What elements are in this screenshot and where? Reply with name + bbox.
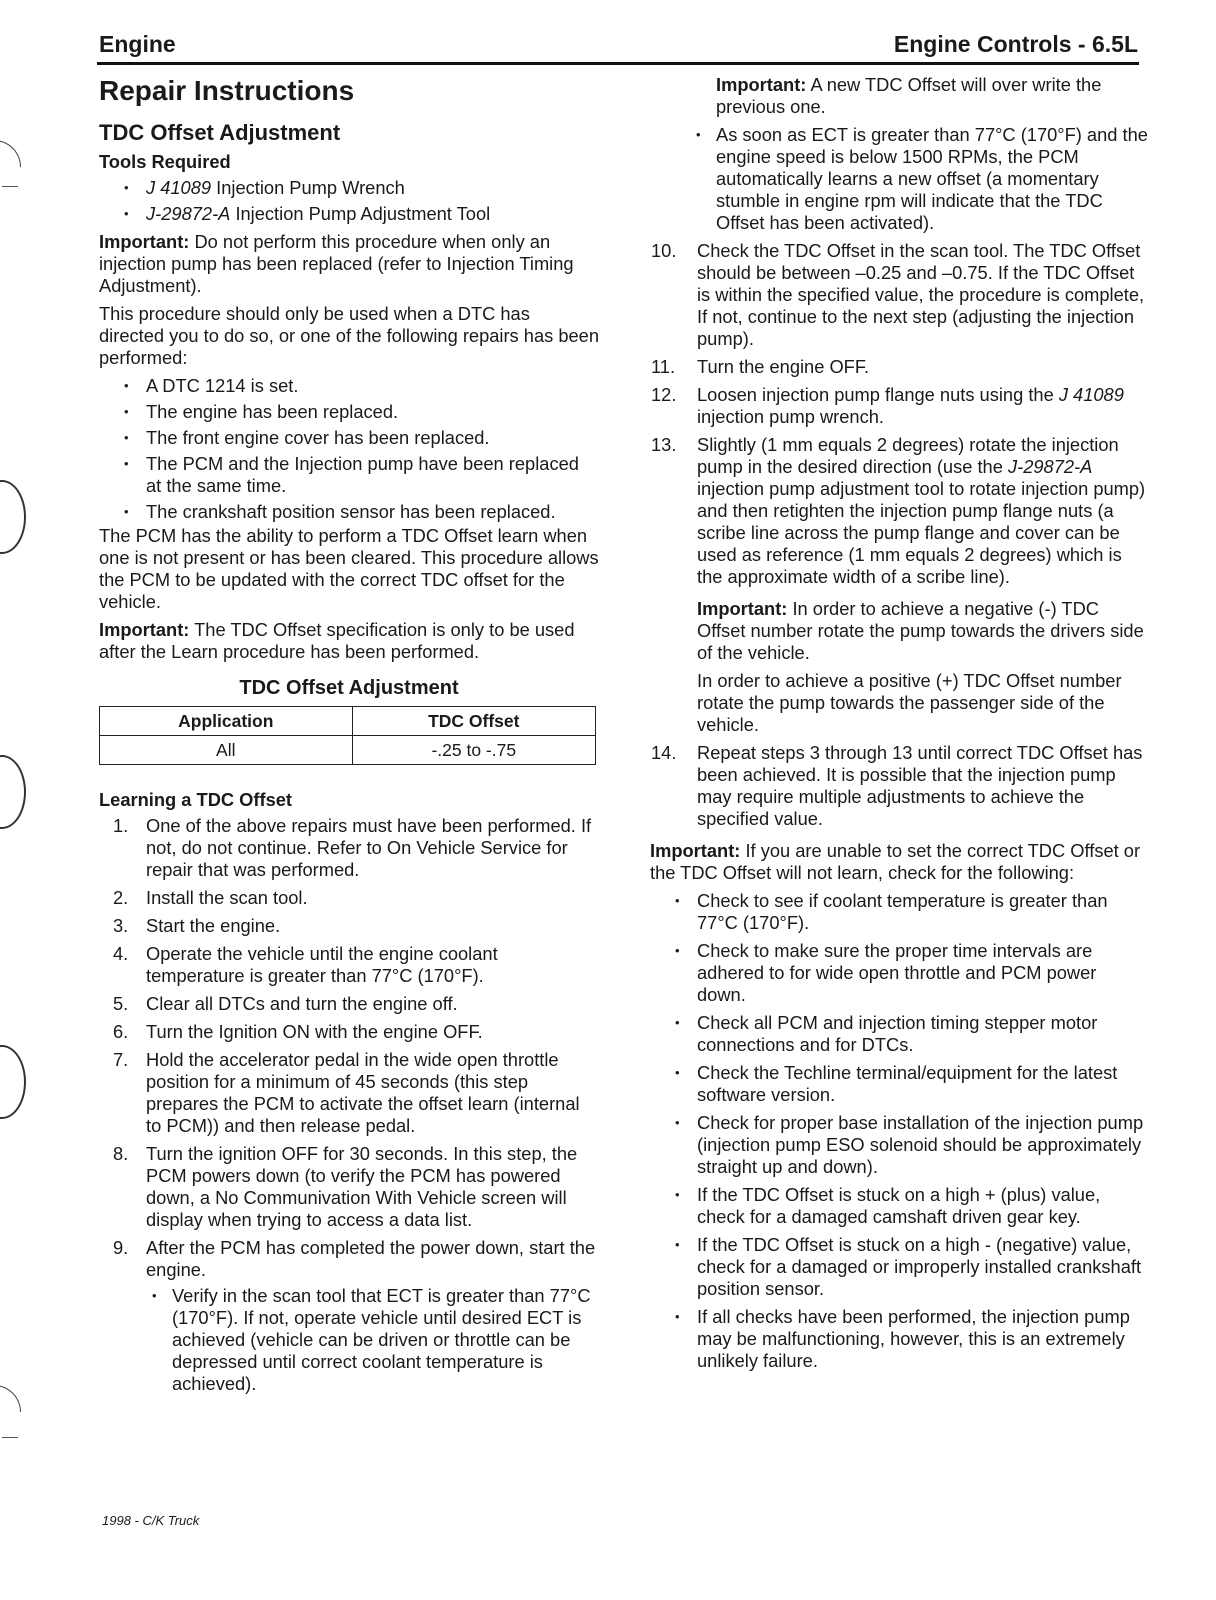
header-chapter: Engine Controls - 6.5L bbox=[893, 31, 1138, 57]
punch-hole bbox=[0, 480, 26, 554]
important-text: In order to achieve a negative (-) TDC Offset number rotate the pump towards the drivers side of the vehicle. bbox=[697, 598, 1144, 663]
repair-item: • The front engine cover has been replaced. bbox=[146, 427, 599, 449]
sub-bullet: • As soon as ECT is greater than 77°C (170°F) and the engine speed is below 1500 RPMs, the PCM automatically learns a new offset (a momentary stumble in engine rpm will indicate that the TDC Offset has been activated). bbox=[716, 124, 1150, 234]
important-note bbox=[650, 840, 1150, 884]
check-item: • Check the Techline terminal/equipment for the latest software version. bbox=[697, 1062, 1150, 1106]
step-text: One of the above repairs must have been performed. If not, do not continue. Refer to On Vehicle Service for repair that was performed. bbox=[146, 815, 592, 880]
ect-list bbox=[650, 124, 1150, 234]
step-text: Hold the accelerator pedal in the wide open throttle position for a minimum of 45 seconds (this step prepares the PCM to activate the offset learn (internal to PCM)) and then release pedal. bbox=[146, 1049, 580, 1136]
repair-item: • The engine has been replaced. bbox=[146, 401, 599, 423]
step-item bbox=[113, 1237, 599, 1395]
check-item: • Check for proper base installation of the injection pump (injection pump ESO solenoid should be approximately straight up and down). bbox=[697, 1112, 1150, 1178]
checks-list bbox=[650, 890, 1150, 1372]
step-number: 7. bbox=[113, 1049, 129, 1070]
table-cell: All bbox=[100, 736, 353, 765]
step-item bbox=[113, 1049, 599, 1137]
repair-item: • A DTC 1214 is set. bbox=[146, 375, 599, 397]
page-title: Repair Instructions bbox=[99, 75, 355, 106]
step-text: Loosen injection pump flange nuts using the bbox=[697, 384, 1059, 405]
edge-mark bbox=[2, 1437, 18, 1438]
tools-list bbox=[99, 177, 599, 225]
table-row bbox=[100, 736, 596, 765]
step-text: injection pump wrench. bbox=[697, 406, 884, 427]
check-item: • Check to see if coolant temperature is greater than 77°C (170°F). bbox=[697, 890, 1150, 934]
step-number: 11. bbox=[651, 356, 676, 377]
step-item bbox=[651, 240, 1150, 350]
step-text: Operate the vehicle until the engine coolant temperature is greater than 77°C (170°F). bbox=[146, 943, 498, 986]
step-item bbox=[651, 434, 1150, 736]
step-item bbox=[113, 1021, 599, 1043]
step-item bbox=[113, 993, 599, 1015]
learning-heading: Learning a TDC Offset bbox=[99, 789, 292, 810]
steps-list-continued bbox=[650, 240, 1150, 830]
step-text: Turn the engine OFF. bbox=[697, 356, 870, 377]
important-text: A new TDC Offset will over write the previous one. bbox=[716, 74, 1102, 117]
step-text: injection pump adjustment tool to rotate injection pump) and then retighten the injection pump flange nuts (a scribe line across the pump flange and cover can be used as reference (1 mm equals 2 degrees) which is the approximate width of a scribe line). bbox=[697, 478, 1146, 587]
important-note bbox=[99, 231, 599, 297]
tool-code: J-29872-A bbox=[1007, 456, 1093, 477]
sub-bullet: • Verify in the scan tool that ECT is greater than 77°C (170°F). If not, operate vehicle until desired ECT is achieved (vehicle can be driven or throttle can be depressed until correct coolant temperature is achieved). bbox=[172, 1285, 599, 1395]
table-header-row bbox=[100, 707, 596, 736]
positive-note: In order to achieve a positive (+) TDC Offset number rotate the pump towards the passenger side of the vehicle. bbox=[697, 670, 1122, 735]
table-cell: -.25 to -.75 bbox=[352, 736, 595, 765]
step-number: 10. bbox=[651, 240, 677, 261]
header-rule bbox=[97, 62, 1139, 65]
step-number: 1. bbox=[113, 815, 129, 836]
important-text: Do not perform this procedure when only an injection pump has been replaced (refer to Injection Timing Adjustment). bbox=[99, 231, 574, 296]
edge-mark bbox=[0, 140, 21, 167]
step-sub-list bbox=[146, 1285, 599, 1395]
edge-mark bbox=[0, 1385, 21, 1412]
intro-paragraph: This procedure should only be used when a DTC has directed you to do so, or one of the following repairs has been performed: bbox=[99, 303, 600, 368]
page-footer: 1998 - C/K Truck bbox=[102, 1513, 200, 1528]
edge-mark bbox=[2, 186, 18, 187]
important-note bbox=[650, 74, 1150, 118]
step-number: 5. bbox=[113, 993, 129, 1014]
important-label: Important: bbox=[697, 598, 788, 619]
important-note bbox=[697, 598, 1150, 664]
important-label: Important: bbox=[99, 619, 190, 640]
section-title: TDC Offset Adjustment bbox=[99, 120, 341, 145]
tool-item bbox=[146, 177, 599, 199]
step-number: 13. bbox=[651, 434, 677, 455]
tool-code: J 41089 bbox=[1058, 384, 1124, 405]
repairs-list bbox=[99, 375, 599, 523]
important-label: Important: bbox=[99, 231, 190, 252]
step-number: 14. bbox=[651, 742, 677, 763]
step-text: Repeat steps 3 through 13 until correct TDC Offset has been achieved. It is possible that the injection pump may require multiple adjustments to achieve the specified value. bbox=[697, 742, 1143, 829]
step-number: 3. bbox=[113, 915, 129, 936]
step-text: Slightly (1 mm equals 2 degrees) rotate the injection pump in the desired direction (use the bbox=[697, 434, 1119, 477]
step-item bbox=[113, 943, 599, 987]
step-item bbox=[113, 915, 599, 937]
important-label: Important: bbox=[650, 840, 741, 861]
step-item bbox=[113, 1143, 599, 1231]
check-item: • If all checks have been performed, the injection pump may be malfunctioning, however, this is an extremely unlikely failure. bbox=[697, 1306, 1150, 1372]
offset-table bbox=[99, 706, 596, 765]
check-item: • Check all PCM and injection timing stepper motor connections and for DTCs. bbox=[697, 1012, 1150, 1056]
step-text: Start the engine. bbox=[146, 915, 281, 936]
step-number: 6. bbox=[113, 1021, 129, 1042]
tool-item bbox=[146, 203, 599, 225]
punch-hole bbox=[0, 755, 26, 829]
step-item bbox=[651, 742, 1150, 830]
step-text: Check the TDC Offset in the scan tool. The TDC Offset should be between –0.25 and –0.75. If the TDC Offset is within the specified value, the procedure is complete, If not, continue to the next step (adjusting the injection pump). bbox=[697, 240, 1145, 349]
right-column bbox=[650, 74, 1150, 1378]
learn-paragraph: The PCM has the ability to perform a TDC Offset learn when one is not present or has been cleared. This procedure allows the PCM to be updated with the correct TDC offset for the vehicle. bbox=[99, 525, 599, 612]
important-text: The TDC Offset specification is only to be used after the Learn procedure has been performed. bbox=[99, 619, 575, 662]
step-number: 4. bbox=[113, 943, 129, 964]
step-number: 12. bbox=[651, 384, 677, 405]
step-item bbox=[113, 887, 599, 909]
step-text: After the PCM has completed the power down, start the engine. bbox=[146, 1237, 596, 1280]
step-item bbox=[651, 384, 1150, 428]
tool-code: J 41089 bbox=[146, 177, 212, 198]
repair-item: • The crankshaft position sensor has been replaced. bbox=[146, 501, 599, 523]
important-text: If you are unable to set the correct TDC Offset or the TDC Offset will not learn, check for the following: bbox=[650, 840, 1141, 883]
tool-name: Injection Pump Wrench bbox=[211, 177, 405, 198]
tool-name: Injection Pump Adjustment Tool bbox=[230, 203, 491, 224]
check-item: • If the TDC Offset is stuck on a high + (plus) value, check for a damaged camshaft driven gear key. bbox=[697, 1184, 1150, 1228]
step-text: Install the scan tool. bbox=[146, 887, 308, 908]
punch-hole bbox=[0, 1045, 26, 1119]
left-column bbox=[99, 74, 599, 1401]
check-item: • If the TDC Offset is stuck on a high - (negative) value, check for a damaged or improperly installed crankshaft position sensor. bbox=[697, 1234, 1150, 1300]
step-text: Turn the Ignition ON with the engine OFF. bbox=[146, 1021, 483, 1042]
step-item bbox=[651, 356, 1150, 378]
step-number: 2. bbox=[113, 887, 129, 908]
table-header: Application bbox=[100, 707, 353, 736]
important-label: Important: bbox=[716, 74, 807, 95]
table-header: TDC Offset bbox=[352, 707, 595, 736]
repair-item: • The PCM and the Injection pump have been replaced at the same time. bbox=[146, 453, 599, 497]
step-number: 9. bbox=[113, 1237, 129, 1258]
step-text: Turn the ignition OFF for 30 seconds. In this step, the PCM powers down (to verify the PCM has powered down, a No Communivation With Vehicle screen will display when trying to access a data list. bbox=[146, 1143, 578, 1230]
tools-heading: Tools Required bbox=[99, 151, 231, 172]
table-title: TDC Offset Adjustment bbox=[239, 677, 459, 699]
step-item bbox=[113, 815, 599, 881]
steps-list bbox=[99, 815, 599, 1395]
tool-code: J-29872-A bbox=[146, 203, 231, 224]
step-number: 8. bbox=[113, 1143, 129, 1164]
important-note bbox=[99, 619, 599, 663]
step-text: Clear all DTCs and turn the engine off. bbox=[146, 993, 458, 1014]
check-item: • Check to make sure the proper time intervals are adhered to for wide open throttle and PCM power down. bbox=[697, 940, 1150, 1006]
header-section: Engine bbox=[99, 31, 176, 57]
